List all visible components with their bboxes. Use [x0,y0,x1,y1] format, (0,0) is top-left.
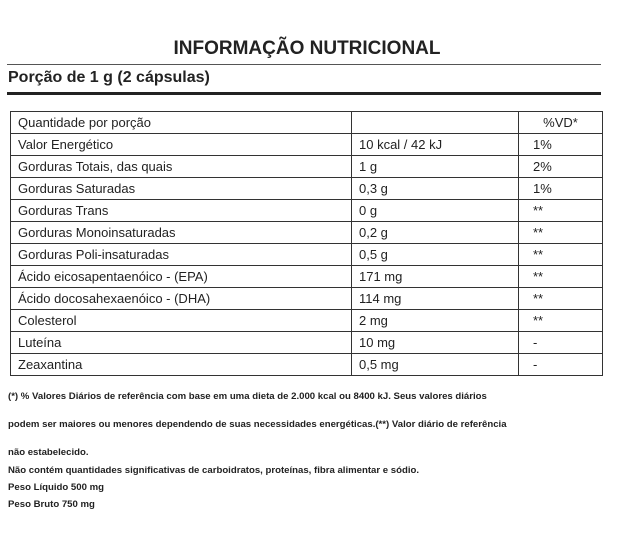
nutrient-amount: 0,5 mg [352,354,519,376]
nutrient-amount: 10 mg [352,332,519,354]
nutrient-amount: 171 mg [352,266,519,288]
header-quantity-label: Quantidade por porção [11,112,352,134]
nutrient-vd: - [519,354,603,376]
nutrient-name: Luteína [11,332,352,354]
table-row [11,156,603,178]
gross-weight: Peso Bruto 750 mg [8,499,95,510]
table-row [11,310,603,332]
nutrient-name: Valor Energético [11,134,352,156]
nutrition-table [10,111,603,376]
nutrient-amount: 1 g [352,156,519,178]
table-header-row [11,112,603,134]
table-row [11,332,603,354]
nutrient-vd: ** [519,310,603,332]
nutrient-vd: 1% [519,134,603,156]
nutrient-name: Zeaxantina [11,354,352,376]
nutrient-vd: ** [519,288,603,310]
nutrient-vd: ** [519,222,603,244]
table-row [11,288,603,310]
nutrient-vd: 2% [519,156,603,178]
nutrient-name: Gorduras Saturadas [11,178,352,200]
footnote-line-2: podem ser maiores ou menores dependendo de suas necessidades energéticas.(**) Valor diário de referência [8,419,507,430]
nutrient-name: Gorduras Trans [11,200,352,222]
table-row [11,222,603,244]
portion-divider [7,92,601,95]
nutrient-amount: 0 g [352,200,519,222]
table-row [11,354,603,376]
title-divider [7,64,601,65]
nutrient-vd: - [519,332,603,354]
nutrient-vd: ** [519,244,603,266]
header-amount [352,112,519,134]
nutrient-name: Gorduras Totais, das quais [11,156,352,178]
nutrient-amount: 0,2 g [352,222,519,244]
nutrient-amount: 2 mg [352,310,519,332]
nutrient-name: Gorduras Monoinsaturadas [11,222,352,244]
nutrient-vd: ** [519,200,603,222]
table-row [11,134,603,156]
table-row [11,178,603,200]
nutrient-amount: 10 kcal / 42 kJ [352,134,519,156]
nutrient-vd: ** [519,266,603,288]
portion-size: Porção de 1 g (2 cápsulas) [8,69,210,86]
nutrient-name: Colesterol [11,310,352,332]
nutrient-name: Gorduras Poli-insaturadas [11,244,352,266]
nutrient-name: Ácido docosahexaenóico - (DHA) [11,288,352,310]
footnote-line-3: não estabelecido. [8,447,89,458]
nutrient-amount: 0,5 g [352,244,519,266]
nutrient-amount: 114 mg [352,288,519,310]
page-title: INFORMAÇÃO NUTRICIONAL [173,38,441,59]
nutrient-name: Ácido eicosapentaenóico - (EPA) [11,266,352,288]
table-row [11,200,603,222]
nutrient-vd: 1% [519,178,603,200]
footnote-line-4: Não contém quantidades significativas de carboidratos, proteínas, fibra alimentar e sódio. [8,465,420,476]
footnote-line-1: (*) % Valores Diários de referência com base em uma dieta de 2.000 kcal ou 8400 kJ. Seus valores diários [8,391,487,402]
table-row [11,244,603,266]
table-row [11,266,603,288]
nutrient-amount: 0,3 g [352,178,519,200]
net-weight: Peso Líquido 500 mg [8,482,104,493]
header-vd: %VD* [519,112,603,134]
